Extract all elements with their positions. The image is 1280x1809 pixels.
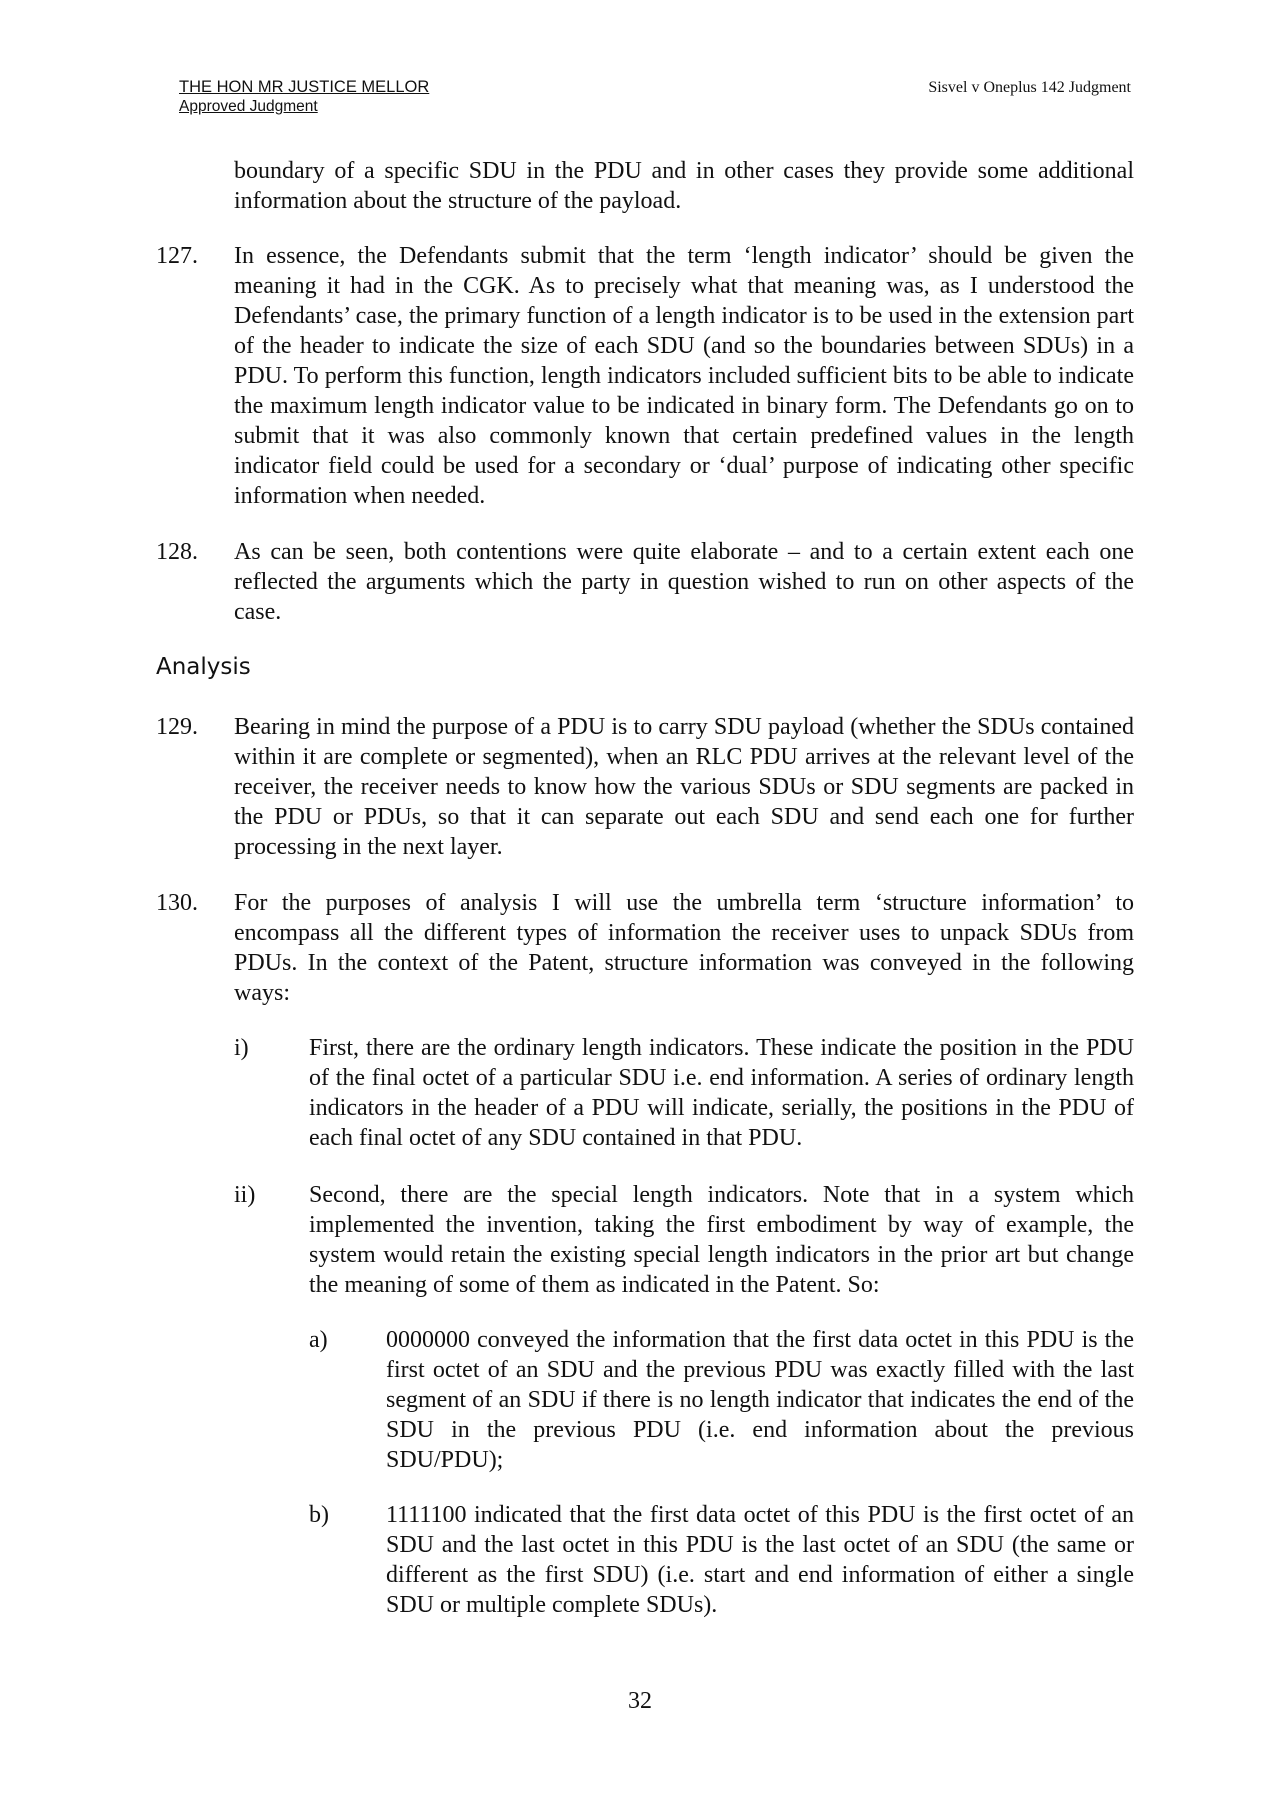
paragraph-number-129: 129.: [156, 714, 198, 740]
paragraph-text: For the purposes of analysis I will use the umbrella term ‘structure information’ to encompass all the different types of information the receiver uses to unpack SDUs from PDUs. In the context of the Patent, structure information was conveyed in the following ways:: [234, 890, 1134, 1006]
list-item-b: [386, 1500, 1134, 1620]
list-item-text: 0000000 conveyed the information that the first data octet in this PDU is the first octet of an SDU and the previous PDU was exactly filled with the last segment of an SDU if there is no length indicator that indicates the end of the SDU in the previous PDU (i.e. end information about the previous SDU/PDU);: [386, 1327, 1134, 1473]
list-item-text: Second, there are the special length indicators. Note that in a system which implemented the invention, taking the first embodiment by way of example, the system would retain the existing special length indicators in the prior art but change the meaning of some of them as indicated in the Patent. So:: [309, 1182, 1134, 1298]
paragraph-129: [234, 712, 1134, 862]
judgment-status: Approved Judgment: [179, 98, 318, 115]
judge-name: THE HON MR JUSTICE MELLOR: [179, 78, 430, 96]
case-reference: Sisvel v Oneplus 142 Judgment: [928, 79, 1131, 96]
paragraph-text: Bearing in mind the purpose of a PDU is to carry SDU payload (whether the SDUs contained within it are complete or segmented), when an RLC PDU arrives at the relevant level of the receiver, the receiver needs to know how the various SDUs or SDU segments are packed in the PDU or PDUs, so that it can separate out each SDU and send each one for further processing in the next layer.: [234, 714, 1134, 860]
running-header-left: [179, 78, 429, 116]
list-label-b: b): [309, 1502, 329, 1528]
list-label-i: i): [234, 1035, 249, 1061]
section-heading-analysis: Analysis: [156, 654, 251, 680]
list-label-ii: ii): [234, 1182, 256, 1208]
paragraph-text: As can be seen, both contentions were quite elaborate – and to a certain extent each one reflected the arguments which the party in question wished to run on other aspects of the case.: [234, 539, 1134, 625]
list-item-a: [386, 1325, 1134, 1475]
paragraph-number-128: 128.: [156, 539, 198, 565]
list-label-a: a): [309, 1327, 328, 1353]
list-item-text: 1111100 indicated that the first data octet of this PDU is the first octet of an SDU and the last octet in this PDU is the last octet of an SDU (the same or different as the first SDU) (i.e. start and end information of either a single SDU or multiple complete SDUs).: [386, 1502, 1134, 1618]
continuation-text: boundary of a specific SDU in the PDU and in other cases they provide some additional information about the structure of the payload.: [234, 158, 1134, 214]
paragraph-number-127: 127.: [156, 243, 198, 269]
paragraph-130: [234, 888, 1134, 1008]
page-number: 32: [628, 1688, 652, 1714]
list-item-i: [309, 1033, 1134, 1153]
continuation-paragraph: [234, 156, 1134, 216]
paragraph-128: [234, 537, 1134, 627]
paragraph-number-130: 130.: [156, 890, 198, 916]
paragraph-text: In essence, the Defendants submit that the term ‘length indicator’ should be given the meaning it had in the CGK. As to precisely what that meaning was, as I understood the Defendants’ case, the primary function of a length indicator is to be used in the extension part of the header to indicate the size of each SDU (and so the boundaries between SDUs) in a PDU. To perform this function, length indicators included sufficient bits to be able to indicate the maximum length indicator value to be indicated in binary form. The Defendants go on to submit that it was also commonly known that certain predefined values in the length indicator field could be used for a secondary or ‘dual’ purpose of indicating other specific information when needed.: [234, 243, 1134, 509]
list-item-ii: [309, 1180, 1134, 1300]
paragraph-127: [234, 241, 1134, 511]
list-item-text: First, there are the ordinary length indicators. These indicate the position in the PDU of the final octet of a particular SDU i.e. end information. A series of ordinary length indicators in the header of a PDU will indicate, serially, the positions in the PDU of each final octet of any SDU contained in that PDU.: [309, 1035, 1134, 1151]
